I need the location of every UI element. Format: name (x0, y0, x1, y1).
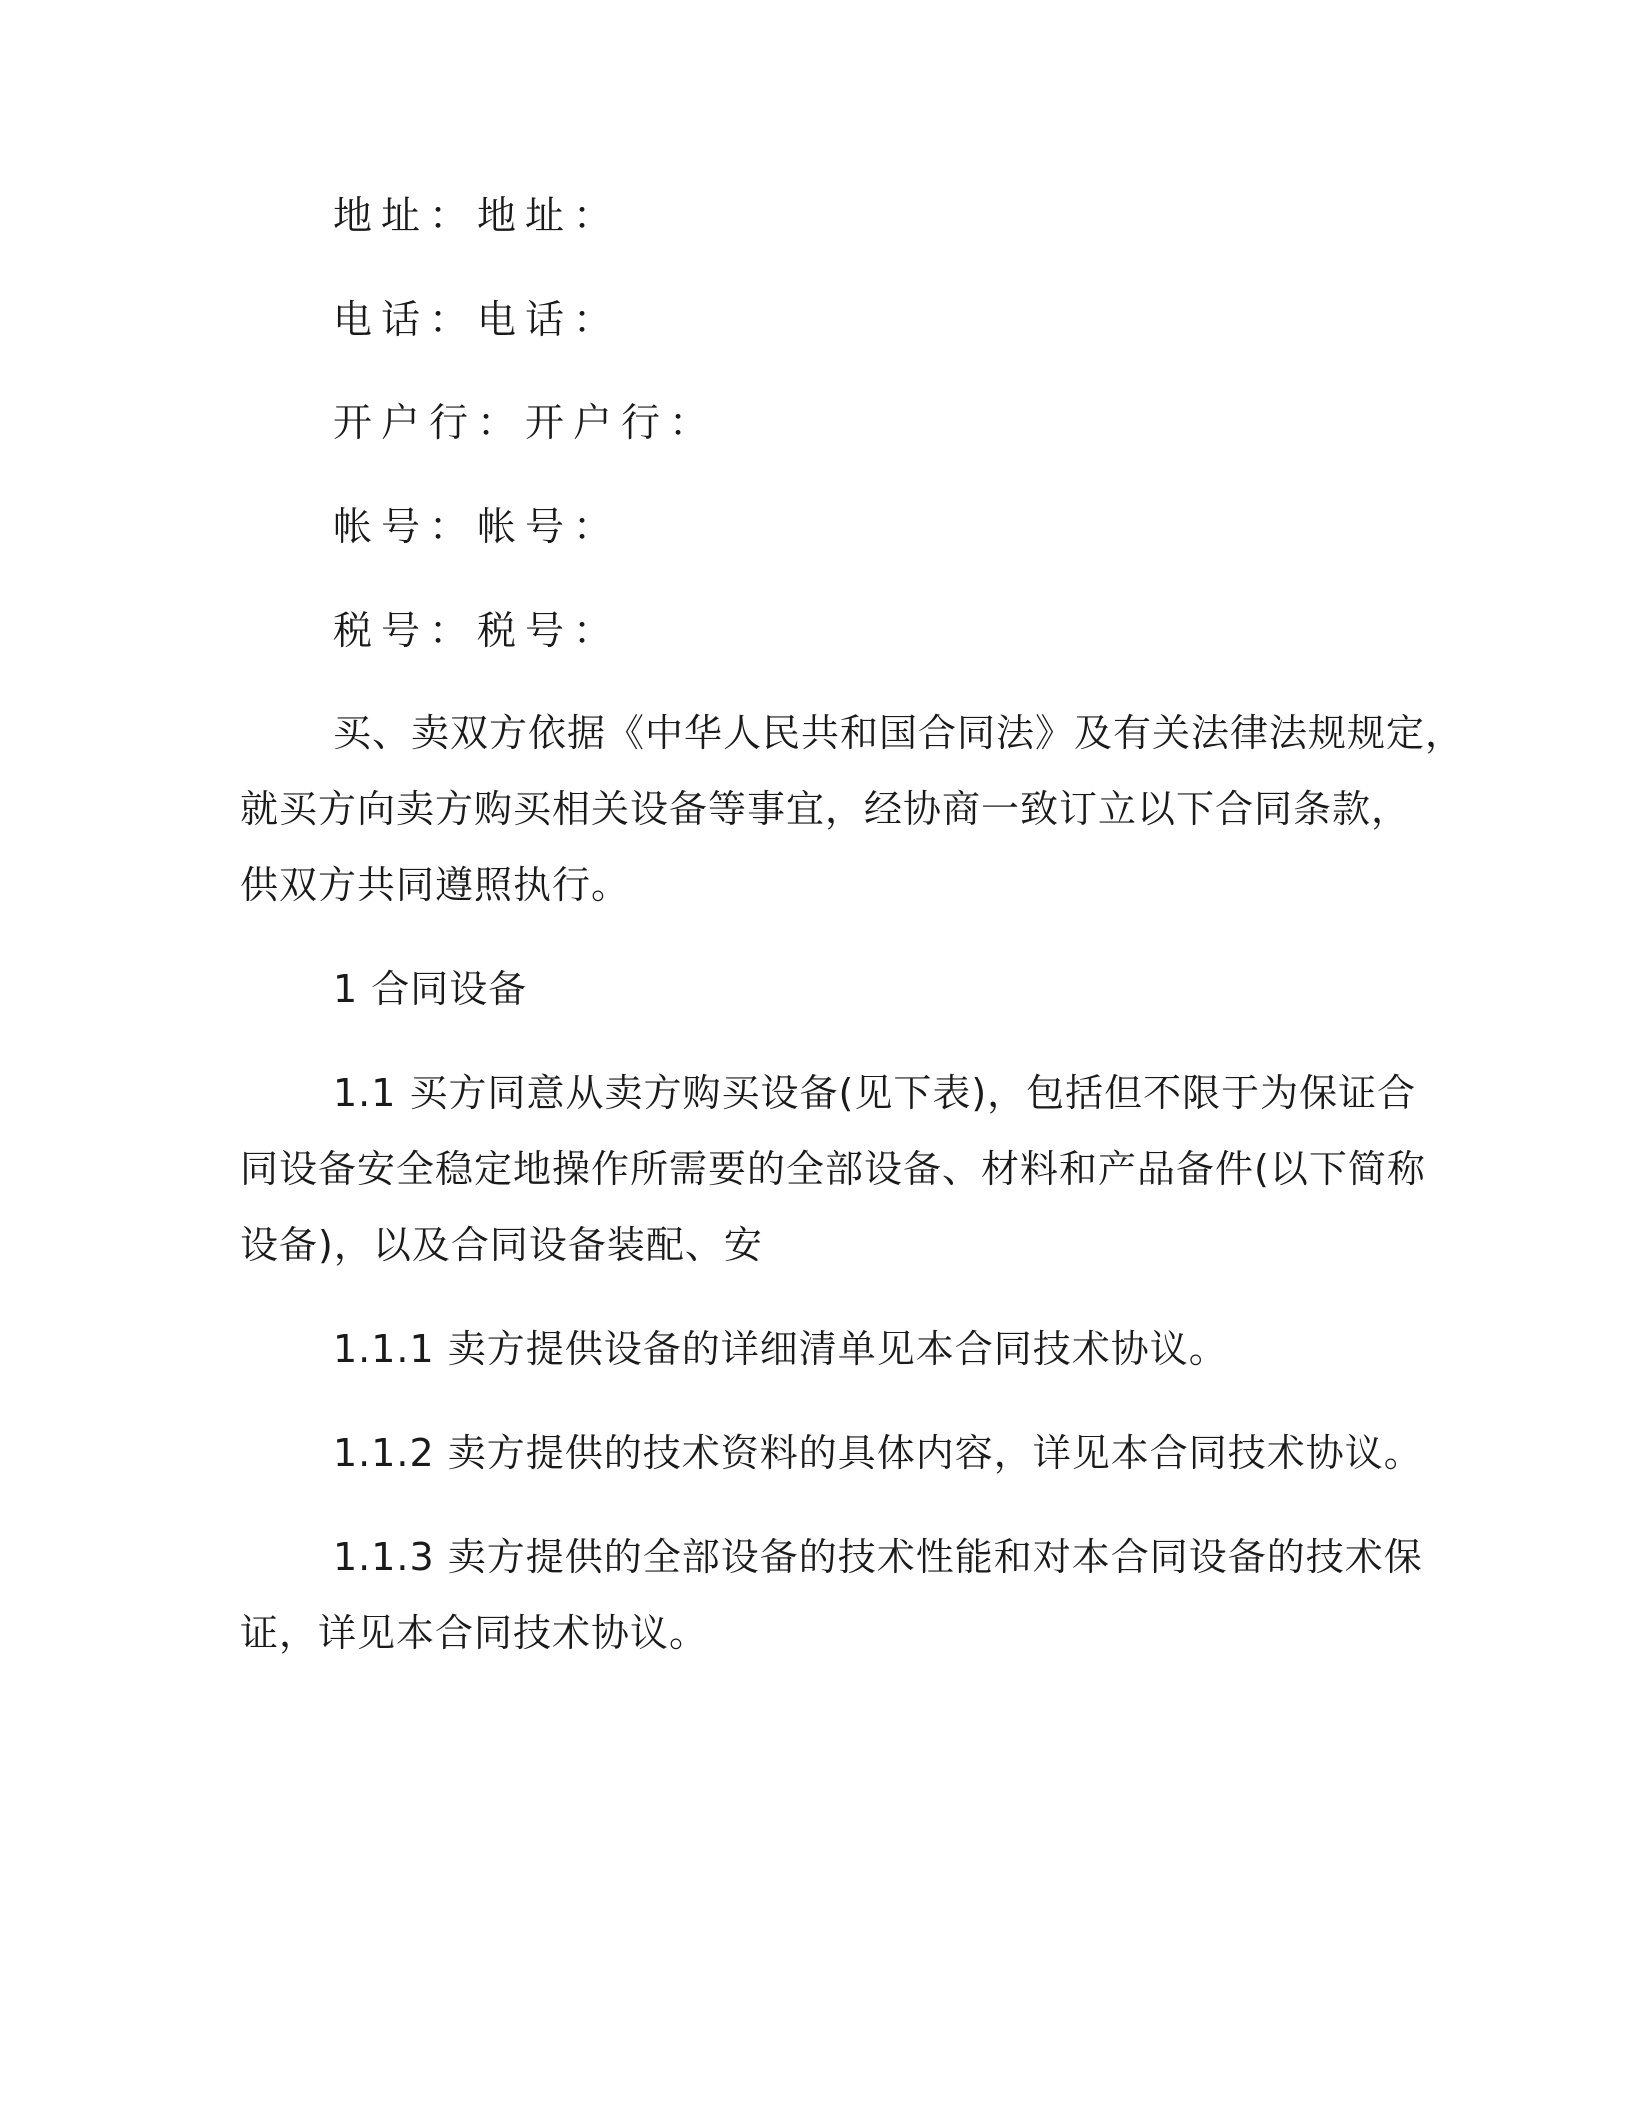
preamble-line: 买、卖双方依据《中华人民共和国合同法》及有关法律法规规定， (333, 711, 1465, 755)
address-value: 地址： (477, 194, 622, 239)
account-label: 帐号： (333, 505, 478, 550)
preamble-line: 就买方向卖方购买相关设备等事宜，经协商一致订立以下合同条款， (240, 787, 1411, 831)
bank-label: 开户行： (333, 401, 526, 446)
address-field (333, 194, 622, 239)
tax-id-field (333, 609, 622, 654)
clause-1-1-line: 同设备安全稳定地操作所需要的全部设备、材料和产品备件(以下简称 (240, 1147, 1426, 1191)
account-field (333, 505, 622, 550)
phone-label: 电话： (333, 298, 478, 343)
clause-1-1-2: 1.1.2 卖方提供的技术资料的具体内容，详见本合同技术协议。 (333, 1431, 1423, 1475)
clause-1-1-3-line: 1.1.3 卖方提供的全部设备的技术性能和对本合同设备的技术保 (333, 1535, 1423, 1579)
account-value: 帐号： (477, 505, 622, 550)
phone-field (333, 298, 622, 343)
clause-1-1-1: 1.1.1 卖方提供设备的详细清单见本合同技术协议。 (333, 1327, 1228, 1371)
tax-id-label: 税号： (333, 609, 478, 654)
phone-value: 电话： (477, 298, 622, 343)
clause-1-1-line: 1.1 买方同意从卖方购买设备(见下表)，包括但不限于为保证合 (333, 1071, 1417, 1115)
tax-id-value: 税号： (477, 609, 622, 654)
address-label: 地址： (333, 194, 478, 239)
preamble-line: 供双方共同遵照执行。 (240, 863, 631, 907)
section-heading: 1 合同设备 (333, 967, 528, 1011)
bank-field (333, 401, 718, 446)
clause-1-1-3-line: 证，详见本合同技术协议。 (240, 1611, 709, 1655)
clause-1-1-line: 设备)，以及合同设备装配、安 (240, 1223, 763, 1267)
bank-value: 开户行： (525, 401, 718, 446)
